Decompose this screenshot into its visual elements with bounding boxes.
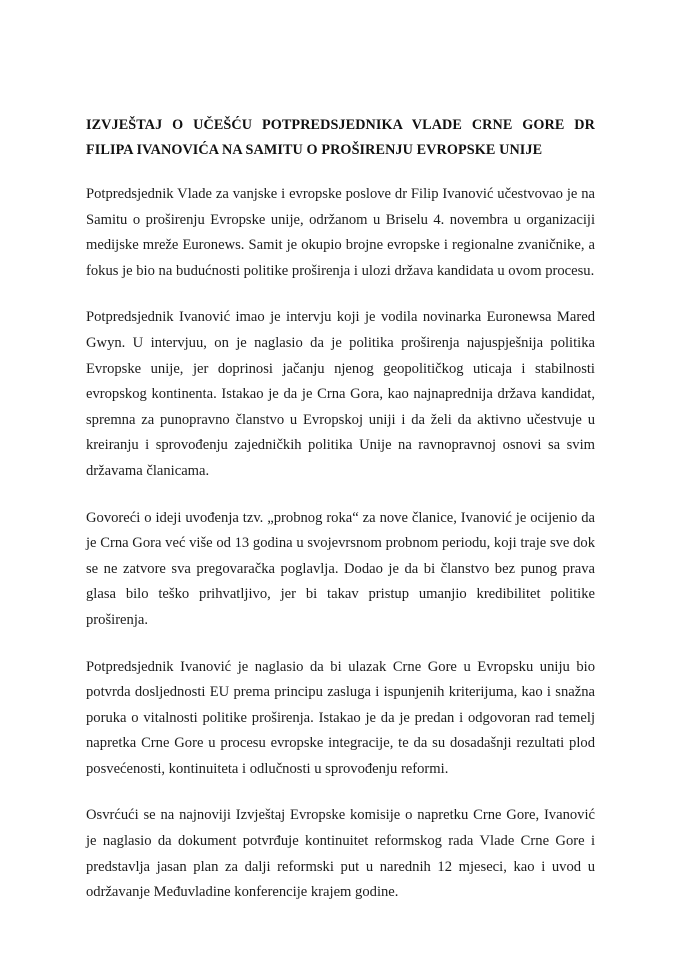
paragraph-2: Potpredsjednik Ivanović imao je intervju koji je vodila novinarka Euronewsa Mared Gwyn. U intervjuu, on je naglasio da je politika proširenja najuspješnija politika Evropske unije, jer doprinosi jačanju njenog geopolitičkog uticaja i stabilnosti evropskog kontinenta. Istakao je da je Crna Gora, kao najnaprednija država kandidat, spremna za punopravno članstvo u Evropskoj uniji i da želi da aktivno učestvuje u kreiranju i sprovođenju zajedničkih politika Unije na ravnopravnoj osnovi sa svim državama članicama. — [86, 309, 595, 479]
paragraph-1: Potpredsjednik Vlade za vanjske i evropske poslove dr Filip Ivanović učestvovao je na Samitu o proširenju Evropske unije, održanom u Briselu 4. novembra u organizaciji medijske mreže Euronews. Samit je okupio brojne evropske i regionalne zvaničnike, a fokus je bio na budućnosti politike proširenja i ulozi država kandidata u ovom procesu. — [86, 186, 595, 279]
document-title: IZVJEŠTAJ O UČEŠĆU POTPREDSJEDNIKA VLADE CRNE GORE DR FILIPA IVANOVIĆA NA SAMITU O PROŠIRENJU EVROPSKE UNIJE — [86, 117, 595, 158]
document-body — [86, 113, 595, 906]
paragraph-4: Potpredsjednik Ivanović je naglasio da bi ulazak Crne Gore u Evropsku uniju bio potvrda dosljednosti EU prema principu zasluga i ispunjenih kriterijuma, kao i snažna poruka o vitalnosti politike proširenja. Istakao je da je predan i odgovoran rad temelj napretka Crne Gore u procesu evropske integracije, te da su dosadašnji rezultati plod posvećenosti, kontinuiteta i odlučnosti u sprovođenju reformi. — [86, 658, 595, 777]
paragraph-5: Osvrćući se na najnoviji Izvještaj Evropske komisije o napretku Crne Gore, Ivanović je naglasio da dokument potvrđuje kontinuitet reformskog rada Vlade Crne Gore i predstavlja jasan plan za dalji reformski put u narednih 12 mjeseci, kao i uvod u održavanje Međuvladine konferencije krajem godine. — [86, 807, 595, 901]
paragraph-3: Govoreći o ideji uvođenja tzv. „probnog roka“ za nove članice, Ivanović je ocijenio da je Crna Gora već više od 13 godina u svojevrsnom probnom periodu, koji traje sve dok se ne zatvore sva pregovaračka poglavlja. Dodao je da bi članstvo bez punog prava glasa bilo teško prihvatljivo, jer bi takav pristup umanjio kredibilitet politike proširenja. — [86, 509, 595, 628]
